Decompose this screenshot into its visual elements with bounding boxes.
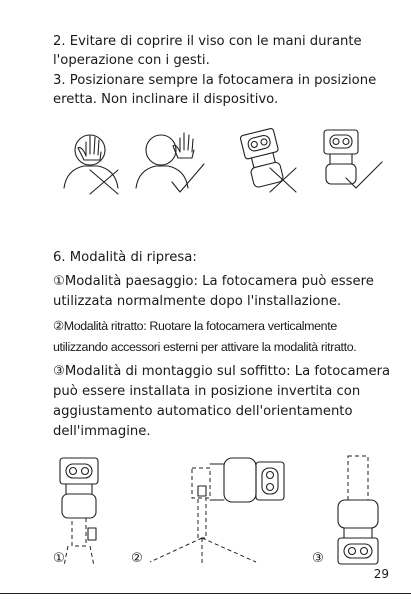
portrait-line1: ②Modalità ritratto: Ruotare la fotocamera verticalmente <box>53 319 337 333</box>
section2-line1: 2. Evitare di coprire il viso con le mani durante <box>53 34 362 49</box>
gesture-right-icon <box>134 130 206 195</box>
bottom-rule <box>0 593 411 594</box>
section6-heading: 6. Modalità di ripresa: <box>53 250 197 265</box>
portrait-mode-figure <box>134 454 284 566</box>
figure-label-one: ① <box>53 551 65 566</box>
ceiling-line1: ③Modalità di montaggio sul soffitto: La fotocamera <box>53 364 391 379</box>
ceiling-line3: aggiustamento automatico dell'orientamento <box>53 404 353 419</box>
section3-line1: 3. Posizionare sempre la fotocamera in posizione <box>53 73 377 88</box>
portrait-line2: utilizzando accessori esterni per attivare la modalità ritratto. <box>53 340 357 354</box>
ceiling-mode-figure <box>330 454 386 566</box>
landscape-line2: utilizzata normalmente dopo l'installazione. <box>53 294 342 309</box>
section3-line2: eretta. Non inclinare il dispositivo. <box>53 92 279 107</box>
figure-label-two: ② <box>131 551 143 566</box>
section2-line2: l'operazione con i gesti. <box>53 53 210 68</box>
ceiling-line2: può essere installata in posizione invertita con <box>53 384 361 399</box>
gesture-wrong-icon <box>60 130 130 195</box>
tilt-right-icon <box>316 128 390 194</box>
tilt-wrong-icon <box>238 128 304 194</box>
landscape-line1: ①Modalità paesaggio: La fotocamera può essere <box>53 274 374 289</box>
figure-label-three: ③ <box>312 551 324 566</box>
ceiling-line4: dell'immagine. <box>53 424 151 439</box>
page-number: 29 <box>373 567 389 581</box>
